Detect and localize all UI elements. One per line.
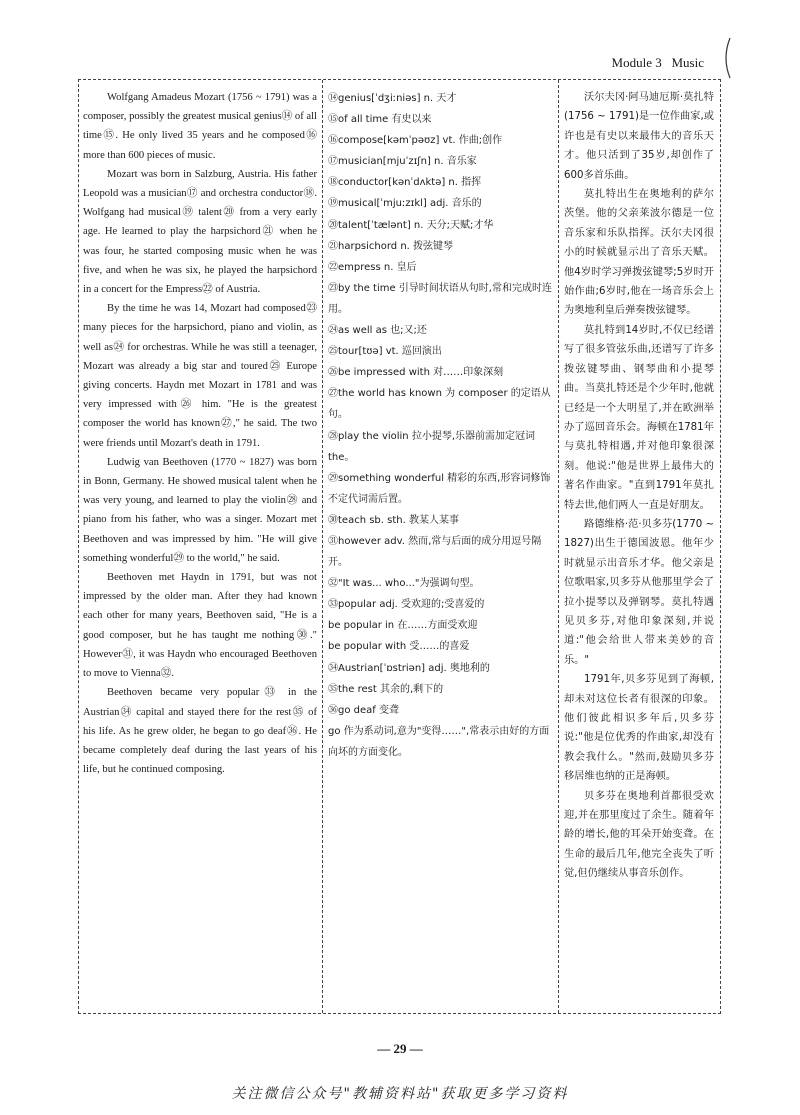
vocab-note: ㉒empress n. 皇后 [328,261,417,273]
vocab-note: ⑱conductor[kənˈdʌktə] n. 指挥 [328,177,482,189]
vocab-note: ⑮of all time 有史以来 [328,114,432,126]
vocab-note: ㉘play the violin 拉小提琴,乐器前需加定冠词 the。 [328,430,536,463]
chinese-paragraph: 路德维格·范·贝多芬(1770 ~ 1827)出生于德国波恩。他年少时就显示出音乐才华。他父亲是位歌唱家,贝多芬从他那里学会了拉小提琴以及弹钢琴。莫扎特遇见贝多芬,对他印象深刻,并说道:"他会给世人带来美妙的音乐。" [564,518,714,666]
vocab-note: go 作为系动词,意为"变得……",常表示由好的方面向坏的方面变化。 [328,725,550,758]
vocab-note: ⑳talent[ˈtælənt] n. 天分;天赋;才华 [328,219,494,231]
chinese-paragraph: 1791年,贝多芬见到了海顿,却未对这位长者有很深的印象。他们彼此相识多年后,贝多芬说:"他是位优秀的作曲家,却没有教会我什么。"然而,鼓励贝多芬移居维也纳的正是海顿。 [564,674,714,783]
footer-note: 关注微信公众号"教辅资料站"获取更多学习资料 [231,1086,569,1102]
vocab-note: ⑭genius[ˈdʒiːniəs] n. 天才 [328,93,457,104]
vocab-note: ㉚teach sb. sth. 教某人某事 [328,514,459,526]
vocabulary-notes-column [328,88,556,763]
vocab-note: ⑲musical[ˈmjuːzɪkl] adj. 音乐的 [328,198,482,210]
vocab-note: ㊱go deaf 变聋 [328,704,399,716]
vocab-note: ⑯compose[kəmˈpəʊz] vt. 作曲;创作 [328,135,503,147]
vocab-note: be popular with 受……的喜爱 [328,641,470,653]
vocab-note: ㉔as well as 也;又;还 [328,325,427,337]
english-paragraph: Beethoven became very popular㉝ in the Austrian㉞ capital and stayed there for the rest㉟ of his life. As he grew older, he began to go deaf㊱. He became completely deaf during the last years of his life, but he continued composing. [83,687,317,776]
vocab-note: ㉛however adv. 然而,常与后面的成分用逗号隔开。 [328,535,542,569]
vocab-note: ㉖be impressed with 对……印象深刻 [328,367,504,379]
english-paragraph: By the time he was 14, Mozart had composed㉓ many pieces for the harpsichord, piano and violin, as well as㉔ for orchestras. While he was still a teenager, Mozart was already a big star and toured㉕ Europe giving concerts. Haydn met Mozart in 1781 and was very impressed with㉖ him. "He is the greatest composer the world has known㉗," he said. The two were friends until Mozart's death in 1791. [83,303,317,449]
english-paragraph: Mozart was born in Salzburg, Austria. His father Leopold was a musician⑰ and orchestra conductor⑱. Wolfgang had musical⑲ talent⑳ from a very early age. He learned to play the harpsichord㉑ when he was four, he started composing music when he was five, and when he was six, he played the harpsichord in a concert for the Empress㉒ of Austria. [83,168,317,296]
module-label: Module 3 [611,55,662,70]
vocab-note: ㉝popular adj. 受欢迎的;受喜爱的 [328,599,485,611]
page-number: — 29 — [377,1041,423,1056]
chinese-translation-column [564,88,714,884]
chinese-paragraph: 贝多芬在奥地利首都很受欢迎,并在那里度过了余生。随着年龄的增长,他的耳朵开始变聋。在生命的最后几年,他完全丧失了听觉,但仍继续从事音乐创作。 [564,790,714,880]
vocab-note: ㉜"It was... who..."为强调句型。 [328,578,480,590]
english-paragraph: Beethoven met Haydn in 1791, but was not impressed by the older man. After they had known each other for many years, Beethoven said, "He is a good composer, but he has taught me nothing㉚." However㉛, it was Haydn who encouraged Beethoven to move to Vienna㉜. [83,572,317,680]
vocab-note: ㉗the world has known 为 composer 的定语从句。 [328,388,551,421]
chinese-paragraph: 沃尔夫冈·阿马迪厄斯·莫扎特(1756 ~ 1791)是一位作曲家,或许也是有史以来最伟大的音乐天才。他只活到了35岁,却创作了600多首乐曲。 [564,92,714,181]
english-paragraph: Wolfgang Amadeus Mozart (1756 ~ 1791) was a composer, possibly the greatest musical genius⑭ of all time⑮. He only lived 35 years and he composed⑯ more than 600 pieces of music. [83,92,317,161]
english-text-column [83,88,317,779]
header-curve-decoration [720,36,734,80]
vocab-note: ⑰musician[mjuˈzɪʃn] n. 音乐家 [328,156,477,168]
vocab-note: ㉟the rest 其余的,剩下的 [328,683,444,695]
chinese-paragraph: 莫扎特到14岁时,不仅已经谱写了很多管弦乐曲,还谱写了许多拨弦键琴曲、钢琴曲和小提琴曲。当莫扎特还是个少年时,他就已经是一个大明星了,并在欧洲举办了巡回音乐会。海顿在1781年与莫扎特相遇,并对他印象很深刻。他说:"他是世界上最伟大的著名作曲家。"直到1791年莫扎特去世,他们两人一直是好朋友。 [564,324,714,511]
vocab-note: ㉕tour[tʊə] vt. 巡回演出 [328,346,442,358]
vocab-note: be popular in 在……方面受欢迎 [328,620,478,632]
column-divider-2 [558,80,559,1013]
module-title: Music [671,55,704,70]
content-frame [78,79,721,1014]
vocab-note: ㉑harpsichord n. 拨弦键琴 [328,240,454,252]
vocab-note: ㉙something wonderful 精彩的东西,形容词修饰不定代词需后置。 [328,472,551,505]
page-header [612,55,704,71]
vocab-note: ㉞Austrian[ˈɒstriən] adj. 奥地利的 [328,662,490,674]
vocab-note: ㉓by the time 引导时间状语从句时,常和完成时连用。 [328,282,552,315]
english-paragraph: Ludwig van Beethoven (1770 ~ 1827) was born in Bonn, Germany. He showed musical talent when he was very young, and learned to play the violin㉘ and piano from his father, who was a singer. Mozart met Beethoven and was impressed by him. "He will give something wonderful㉙ to the world," he said. [83,456,317,564]
column-divider-1 [322,80,323,1013]
chinese-paragraph: 莫扎特出生在奥地利的萨尔茨堡。他的父亲莱波尔德是一位音乐家和乐队指挥。沃尔夫冈很小的时候就显示出了音乐天赋。他4岁时学习弹拨弦键琴;5岁时开始作曲;6岁时,他在一场音乐会上为奥地利皇后弹奏拨弦键琴。 [564,189,714,317]
